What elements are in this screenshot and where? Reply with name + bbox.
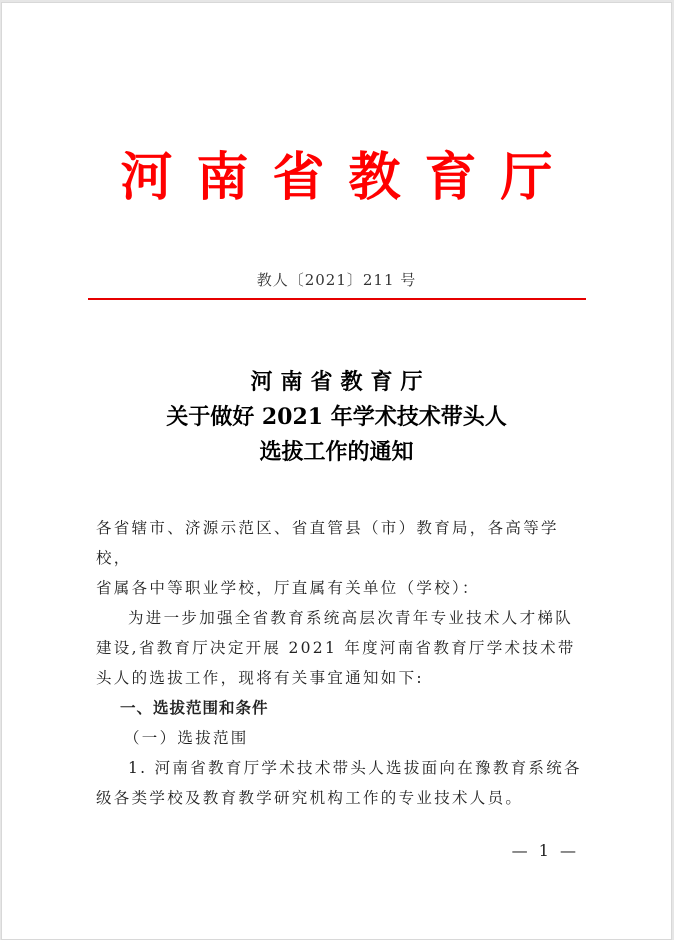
notice-title <box>2 365 671 470</box>
document-number: 教人〔2021〕211 号 <box>256 271 417 289</box>
subsection-heading-1: （一）选拔范围 <box>124 729 249 747</box>
addressee-line-1: 各省辖市、济源示范区、省直管县（市）教育局，各高等学校， <box>96 519 559 567</box>
intro-paragraph: 为进一步加强全省教育系统高层次青年专业技术人才梯队建设,省教育厅决定开展 2021 年度河南省教育厅学术技术带头人的选拔工作，现将有关事宜通知如下: <box>96 609 576 687</box>
addressee-line-2: 省属各中等职业学校，厅直属有关单位（学校）： <box>96 579 480 597</box>
notice-title-line-1: 河南省教育厅 <box>250 369 431 395</box>
red-divider-line <box>88 298 586 300</box>
notice-title-line-2: 关于做好 2021 年学术技术带头人 <box>166 404 507 430</box>
item-paragraph-1: 1. 河南省教育厅学术技术带头人选拔面向在豫教育系统各级各类学校及教育教学研究机构工作的专业技术人员。 <box>96 759 582 807</box>
page-number: — 1 — <box>511 841 579 860</box>
notice-title-line-3: 选拔工作的通知 <box>259 439 414 465</box>
document-body <box>96 513 582 813</box>
document-page <box>1 2 672 940</box>
section-heading-1: 一、选拔范围和条件 <box>120 699 269 717</box>
letterhead-title: 河南省教育厅 <box>120 147 577 208</box>
